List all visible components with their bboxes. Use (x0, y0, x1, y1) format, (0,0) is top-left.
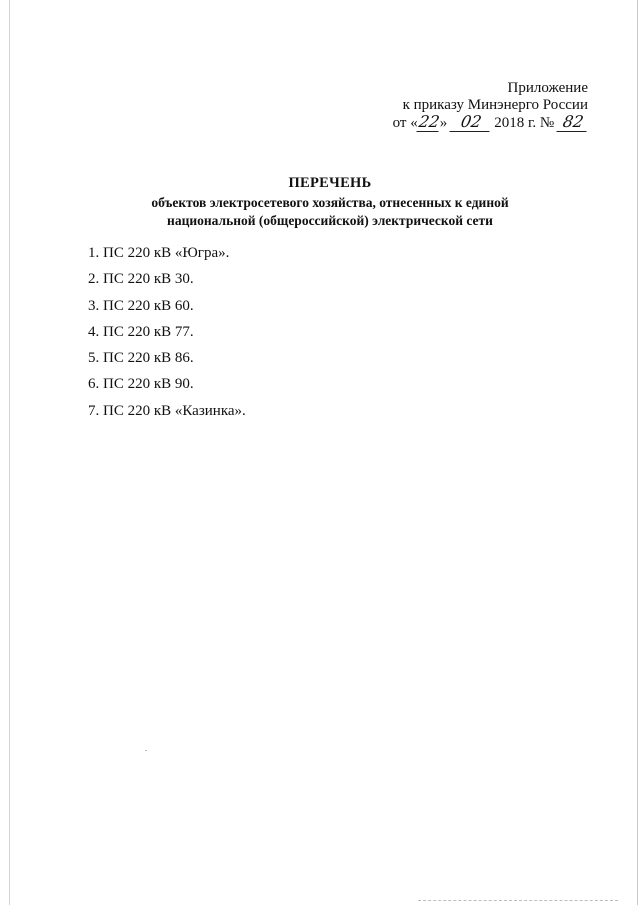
date-year: 2018 г. № (494, 115, 555, 131)
handwritten-month: 02 (450, 114, 493, 132)
list-item: 6. ПС 220 кВ 90. (88, 376, 194, 393)
subtitle-line-1: объектов электросетевого хозяйства, отнесенных к единой (151, 195, 509, 210)
scan-edge-left (9, 0, 10, 905)
list-item: 1. ПС 220 кВ «Югра». (88, 245, 230, 261)
substation-list (88, 244, 246, 428)
list-item: 4. ПС 220 кВ 77. (88, 323, 194, 340)
handwritten-order-number: 82 (556, 114, 589, 132)
order-date-line (393, 114, 588, 136)
date-prefix: от « (392, 115, 418, 131)
appendix-header (393, 80, 588, 136)
handwritten-day: 22 (417, 112, 441, 131)
document-heading (100, 175, 560, 230)
subtitle-line-2: национальной (общероссийской) электрической сети (167, 213, 493, 228)
order-reference: к приказу Минэнерго России (402, 97, 588, 113)
list-item: 2. ПС 220 кВ 30. (88, 271, 194, 288)
document-subtitle (100, 194, 560, 230)
document-title: ПЕРЕЧЕНЬ (288, 175, 372, 191)
list-item: 3. ПС 220 кВ 60. (88, 297, 194, 314)
scan-edge-right (637, 0, 638, 905)
scan-speck (145, 750, 147, 751)
appendix-label: Приложение (507, 80, 588, 96)
date-quote-close: » (439, 115, 448, 131)
list-item: 7. ПС 220 кВ «Казинка». (88, 402, 246, 419)
scan-footer-marks (418, 900, 618, 903)
list-item: 5. ПС 220 кВ 86. (88, 350, 194, 367)
